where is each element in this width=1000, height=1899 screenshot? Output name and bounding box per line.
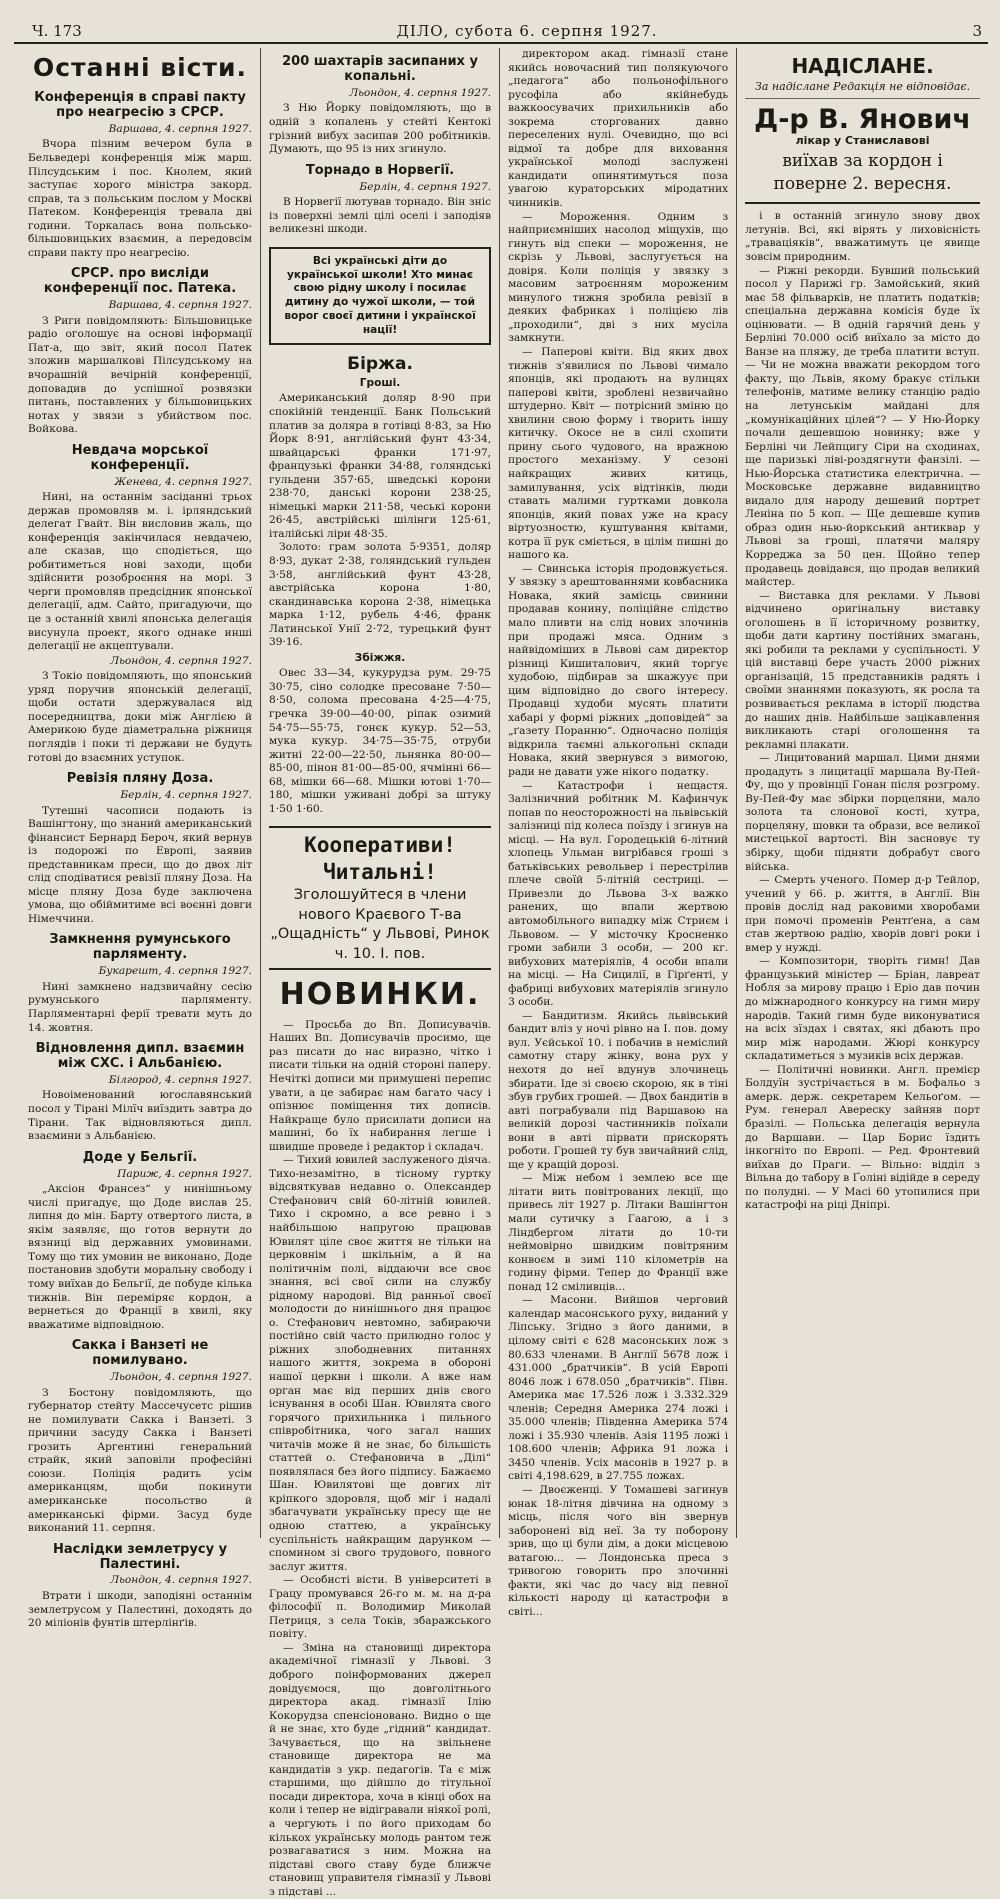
- article-text: Новоіменований югославянський посол у Тірані Мілїч виїздить завтра до Тірани. Так відновляються дипл. взаємини з Альбанією.: [28, 1089, 253, 1143]
- masthead-title-date: ДІЛО, субота 6. серпня 1927.: [396, 22, 658, 40]
- article-text: Втрати і шкоди, заподіяні останнім землетрусом у Палестині, доходять до 20 міліонів фунтів штерлінґів.: [28, 1590, 253, 1630]
- announcement-heading: НАДІСЛАНЕ.: [791, 54, 934, 78]
- news-item: — Масони. Вийшов черговий календар масонського руху, виданий у Ліпську. Згідно з його даними, в цілому світі є 628 масонських лож з 80.633 членами. В Англії 5678 лож і 431.000 „братчиків“. В усій Европі 8046 лож і 678.050 „братчиків“. Півн. Америка має 17.526 лож і 3.332.329 членів; Середня Америка 274 ложі і 35.000 членів; Південна Америка 574 ложі і 35.930 членів. Азія 1195 ложі і 108.600 членів; Африка 91 ложа і 3450 членів. Усіх масонів в 1927 р. в світі 4,198.629, в 27.755 ложах.: [508, 1294, 729, 1483]
- article-dateline: Париж, 4. серпня 1927.: [117, 1167, 253, 1180]
- article-headline: Ревізія пляну Доза.: [66, 771, 214, 787]
- news-item: — Просьба до Вп. Дописувачів. Наших Вп. Дописувачів просимо, ще раз писати до нас виразно, чітко і писати тільки на одній стороні паперу. Нечіткі дописи ми примушені перепис увати, а це забирає нам багато часу і опізнює поміщення тих дописів. Найкраще було присилати дописи на машині, бо їх набирання легше і швидше проведе і редактор і складач.: [269, 1018, 492, 1153]
- article-dateline: Женева, 4. серпня 1927.: [114, 475, 253, 488]
- news-item: — Політичні новинки. Англ. премієр Болдуїн зустрічається в м. Бофальо з амерк. держ. секретарем Кельоґом. — Рум. генерал Авереску зайняв порт бразілі. — Польська делегація вернула до Варшави. — Цар Борис їздить інкогніто по Европі. — Ред. Фронтевий виїхав до Праги. — Вільно: відділ з Вільна до табору в Ґоліні відійде в середу по полудні. — У Масі 60 утопилися при катастрофі на ріці Дніпрі.: [745, 1063, 980, 1212]
- section-title-latest-news: Останні вісти.: [33, 53, 247, 82]
- article-text: Вчора пізним вечером була в Бельведері конференція між марш. Пілсудським і пос. Кнолем, який заступає хорого міністра закорд. справ, та з польським послом у Москві Патеком. Конференція тревала дві години. Торкалась вона польсько-більшовицьких взаємин, а передовсім справи пакту про неагресію.: [28, 138, 253, 259]
- latest-news-list: [28, 91, 252, 1631]
- article-headline: Невдача морської конференції.: [71, 442, 209, 473]
- column-3: [500, 48, 737, 1618]
- article-headline: Сакка і Ванзеті не помилувано.: [71, 1338, 209, 1369]
- news-item: — Композитори, творіть гимн! Дав французький міністер — Бріан, лавреат Нобля за мирову працю і Еріо дав почин до міжнародного конкурсу на гимн миру народів. Такий гимн буде виконуватися на всіх зїздах і святах, які дбають про мир між народами. Жюрі конкурсу складатиметься з музиків всіх держав.: [745, 955, 980, 1063]
- ad-heading: Кооперативи! Читальні!: [304, 833, 456, 885]
- article-headline: Доде у Бельгії.: [82, 1149, 198, 1165]
- exchange-money-text: Американський доляр 8·90 при спокійній тенденції. Банк Польський платив за доляра в готівці 8·83, за Ню Йорк 8·91, англійський фунт 43·34, швайцарські франки 171·97, французькі франки 34·88, голяндські гульдени 357·65, шведські корони 238·70, данські корони 238·25, німецькі марки 211·58, чеські корони 26·45, австрійські шілінги 125·61, італійські ліри 48·35.: [269, 392, 492, 540]
- news-item: — Свинська історія продовжується. У звязку з арештованнями ковбасника Новака, який замісць свинини продавав конину, поліційне слідство мало пливти на слід нових злочинів при продажі мяса. Одним з найвідоміших в Львові сам директор різниці Кишиталович, який торгує худобою, підбирав за шкажуує при цим відповідно до свого інтересу. Продавці худоби мусять платити хабарі у формі ріжних „доповідей“ за „ґазету Поранню“. Одночасно поліція відкрила таємні алькогольні склади Новака, який звернувся з вимогою, ради не давати уже нікого податку.: [508, 562, 729, 778]
- article-headline: Відновлення дипл. взаємин між СХС. і Альбанією.: [35, 1041, 245, 1071]
- news-section-title: НОВИНКИ.: [279, 977, 481, 1013]
- news-item: — Ріжні рекорди. Бувший польський посол у Парижі гр. Замойський, який має 58 фільварків, не платить податків; спеціальна державна комісія буде їх оцінювати. — В одній гарячий день у Берліні 70.000 осіб виїхало за місто до Ванзе на пляжу, де треба платити вступ. — Чи не можна вважати рекордом того факту, що Львів, якому бракує стільки телефонів, матиме велику станцію радіо на летунськім майдані для „комунікаційних цілей“? — У Ню-Йорку почали дешевшою новинку; вже у Берліні чи Лейпцигу Сіри на сходинах, ще паризькі ліві-роздягнути фанзілі. — Нью-Йорська статистика електрична. — Московське державне видавництво видало для народу дешевий портрет Леніна по 5 коп. — Ще дешевше купив образ один нью-йоркський антиквар у Львові за гроші, платячи маляру Корреджа за 50 цен. Щойно тепер продавець довідався, що продав великий майстер.: [745, 264, 980, 589]
- news-item: — Катастрофи і нещастя. Залізничний робітник М. Кафинчук попав по неосторожності на львівській залізниці під колеса поїзду і згинув на місці. — На вул. Городецькій 6-літний хлопець Ульман вигрібався гроші з батьківських револьвер і перестрілив плече своїй 5-літній сестриці. — Привезли до Львова 3-х важко ранених, що впали жертвою автомобільного випадку між Стриєм і Львовом. — У місточку Кросненко громи забили 3 особи, — 200 кг. вибухових матеріялів, 4 особи впали на місці. — На Сицилії, в Гірґенті, у фабриці вибухових матеріялів згинуло 3 особи.: [508, 779, 729, 1009]
- announcement-disclaimer: За надіслане Редакція не відповідає.: [745, 80, 980, 99]
- article-text: Нині замкнено надзвичайну сесію румунського парляменту. Парляментарні ферії тревати муть до 14. жовтня.: [28, 980, 253, 1034]
- news-item: — Зміна на становищі директора академічної гімназії у Львові. З доброго поінформованих джерел довідуємося, що довголітнього директора акад. гімназії Ілію Кокорудза спенсіоновано. Видно о ще й не знає, хто буде „гідний“ кандидат. Зачувається, що на звільнене становище директора не ма кандидатів з укр. педагогів. Та є між старшими, що дійшло до тітульної посади директора, хоча в кінці обох на коли і тепер не відігравали ніякої ролі, а чергують і по його приходам бо кількох українську молодь рантом теж розвагаватися з ним. Можна на підставі свого ставу буде ближче становищ управителя гімназії у Львові з підставі ...: [269, 1641, 492, 1898]
- exchange-sub-grain: Збіжжя.: [354, 651, 406, 664]
- article-text: З Риги повідомляють: Більшовицьке радіо оголошує на основі інформації Пат-а, що звіт, який посол Патек зложив маршалкові Пілсудському на вчорашній вечірній конференції, доповадив до успішної розвязки питань, поставлених у більшовицьких нотах у звязи з убийством пос. Войкова.: [28, 314, 253, 436]
- article-headline: Конференція в справі пакту про неагресію з СРСР.: [34, 90, 246, 120]
- exchange-gold-text: Золото: грам золота 5·9351, доляр 8·93, дукат 2·38, голяндський гульден 3·58, англійський фунт 43·28, австрійська корона 1·80, скандинавська корона 2·38, німецька марка 1·12, рубель 4·46, франк Латинської Унії 2·72, турецький фунт 39·16.: [269, 541, 492, 649]
- column-4: [737, 48, 988, 1538]
- school-notice: Всі українські діти до української школи! Хто минає свою рідну школу і посилає дитину до чужої школи, — той ворог своєї дитини і українскої нації!: [269, 247, 491, 346]
- article-dateline: Льондон, 4. серпня 1927.: [110, 1574, 253, 1587]
- news-item: — Паперові квіти. Від яких двох тижнів з'явилися по Львові чимало японців, які продають на вулицях паперові квіти, зроблені незвичайно штудерно. Квіт — потрісний зміню цо хвилини свою форму і творить іншу китичку. Окосе не в силі схопити прину сього чудового, на вражною простого механізму. У сезоні найкращих живих китиць, замилування, усіх відтінків, люди ставать малими гуртками довкола японців, який повах уже на красу віртуозностю, куштування квітами, котра її рук сміється, в цілім пишні до нашого ка.: [508, 346, 729, 562]
- news-item: — Смерть ученого. Помер д-р Тейлор, учений у 66. р. життя, в Англії. Він провів дослід над раковими хворобами при помочі променів Рентґена, а сам став жертвою радію, хворів довгі роки і вмер у нужді.: [745, 874, 980, 954]
- news-items: [269, 1019, 491, 1899]
- article-headline: Наслідки землетрусу у Палестині.: [52, 1541, 228, 1572]
- cooperative-ad: [269, 826, 491, 970]
- article-headline: 200 шахтарів засипаних у копальні.: [282, 54, 478, 84]
- article-headline: Торнадо в Норвегії.: [305, 162, 455, 178]
- article-headline: СРСР. про висліди конференції пос. Патека.: [43, 266, 237, 297]
- news-item: — Тихий ювилей заслуженого діяча. Тихо-незамітно, в тісному гуртку відсвяткував недавно о. Олександер Стефанович свій 60-літній ювилей. Тихо і скромно, а все ревно і з найбільшою напругою працював Ювилят ціле своє життя не тільки на церковнім і шкільнім, а й на політичнім полі, віддаючи все своє знання, всі свої сили на службу рідному народові. Від ранньої своєї молодости до нинішнього дня працює о. Стефанович невтомно, забираючи постійно свій часто прилюдно голос у ріжних злободневних питаннях нашого життя, зокрема в обороні нашої церкви і школи. А вже нам орган має від перших днів свого існування в особі Шан. Ювилята свого горячого прихильника і пильного співробітника, чого загал наших читачів може й не знає, бо більшість статтей о. Стефановича в „Ділі“ появлялася без його підпису. Бажаємо Шан. Ювилятові ще довгих літ кріпкого здоровля, щоб міг і надалі збагачувати українську пресу ще не одною статтею, а українську суспільність найкращим дарунком — спомином зі свого трудового, повного заслуг життя.: [269, 1154, 492, 1573]
- article-dateline: Варшава, 4. серпня 1927.: [108, 299, 253, 312]
- article-headline: Замкнення румунського парляменту.: [49, 932, 231, 963]
- exchange-sub-money: Гроші.: [359, 376, 401, 389]
- article-dateline: Варшава, 4. серпня 1927.: [108, 122, 253, 135]
- article-text: Нині, на останнім засіданні трьох держав промовляв м. і. ірляндський делегат Гвайт. Він висловив жаль, що конференція закінчилася невдачею, але сказав, що сподіється, що робитиметься нові заходи, щоби здійснити розоброєння на морі. З черги промовляв предсідник японської делегації, адм. Сайто, пригадуючи, що це з останній хвилі японська делегація висунула проект, якого однаке инші делегації не акцептували.: [28, 491, 253, 653]
- article-dateline: Льондон, 4. серпня 1927.: [349, 86, 492, 99]
- exchange-section: [269, 355, 491, 816]
- col2-articles: [269, 55, 491, 237]
- article-dateline: Берлін, 4. серпня 1927.: [120, 788, 253, 801]
- article-text: В Норвегії лютував торнадо. Він зніс із поверхні землі цілі оселі і заподіяв великезні шкоди.: [269, 196, 492, 236]
- column-2: [261, 48, 500, 1898]
- news-item: — Виставка для реклами. У Львові відчинено оригінальну виставку оголошень в її історичному розвитку, щоби дати картину постійних змагань, які робили та реклами у суспільності. У цій виставці бере участь 2000 ріжних організацій, 15 представників радять і своїми знаннями показують, як росла та розвивається реклама в історії людства до наших днів. Найбільше зацікавлення викликають старі оголошення та рекламні плакати.: [745, 589, 980, 751]
- article-dateline: Льондон, 4. серпня 1927.: [110, 1371, 253, 1384]
- ad-body: Зголошуйтеся в члени нового Краєвого Т-ва „Ощадність“ у Львові, Ринок ч. 10. I. пов.: [270, 887, 490, 962]
- columns: [14, 48, 988, 1898]
- article-dateline: Білгород, 4. серпня 1927.: [108, 1073, 253, 1086]
- issue-number: Ч. 173: [32, 22, 82, 40]
- news-item: — Особисті вісти. В університеті в Грацу промувався 26-го м. м. на д-ра філософії п. Володимир Миколай Петриця, з села Токів, збаражського повіту.: [269, 1574, 492, 1641]
- article-dateline: Букарешт, 4. серпня 1927.: [98, 965, 253, 978]
- news-item: — Мороження. Одним з найприємніших насолод міщухів, що гинуть від спеки — мороження, не скрізь у Львові, заслугується на довіря. Коли поліція у звязку з масовим затроєнням мороженим минулого тижня зробила ревізії в деяких фабриках і поліцією лів „проходили“, дві з них мусіла замкнути.: [508, 210, 729, 345]
- article-text: З Токіо повідомляють, що японський уряд поручив японській делегації, щоби остати здержувалася від посередництва, доки між Англією й Америкою буде діаметральна ріжниця поглядів і поки ті держави не будуть готові до взаємних уступок.: [28, 670, 253, 764]
- col3-news-items: [508, 48, 728, 1619]
- article-dateline: Берлін, 4. серпня 1927.: [359, 180, 492, 193]
- exchange-title: Біржа.: [347, 354, 413, 375]
- news-item: — Двоєженці. У Томашеві загинув юнак 18-літня дівчина на одному з місць, після чого він звернув заборонені від неї. За ту поборону зрив, що ці були дім, а доки місцевою ватагою... — Лондонська преса з тривогою говорить про злочинні факти, які час до часу від певної кількості народу ці катастрофи в світі...: [508, 1483, 729, 1618]
- col4-news-items: [745, 210, 980, 1212]
- page-number: 3: [972, 22, 982, 40]
- column-1: [14, 48, 261, 1630]
- news-item: директором акад. гімназії стане якийсь новочасний тип полякуючого „педагога“ або польонофільного русофіла або якійнебудь важкоосувачих прихильників або зокрема сторгованих давно переселених нулі. Очевидно, що всі відмої та добре для виховання української молоді заслужені кандидати опинятимуться поза увагою кураторських міродатних чинників.: [508, 48, 729, 210]
- article-text: З Бостону повідомляють, що губернатор стейту Массечусетс рішив не помилувати Сакка і Ванзеті. З причини засуду Сакка і Ванзеті грозить Аргентині генеральний страйк, який заповіли професійні союзи. Поліція радить усім американцям, щоби покинути американське посольство й американські фірми. Засуд буде виконаний 11. серпня.: [28, 1386, 253, 1535]
- doctor-notice: виїхав за кордон і поверне 2. вересня.: [773, 151, 952, 195]
- news-item: — Між небом і землею все ще літати вить повітрованих лекції, що привесь літ 1927 р. Літаки Вашінгтон мали сутичку з Гаагою, а і з Ліндбергом літати до 10-ти неймовірно швидким повітряним конвоєм в зимі 110 кілометрів на годину фірми. Тепер до Франції вже понад 12 сміливців...: [508, 1172, 729, 1293]
- masthead: [14, 14, 988, 44]
- doctor-location: лікар у Станиславові: [795, 134, 930, 148]
- news-item: — Бандитизм. Якийсь львівський бандит вліз у ночі рівно на I. пов. дому вул. Уєйської 10. і побачив в неміслий самотну стару жінку, вона рух у нехотя до неї вдунув злочинець збирати. Іде зі своєю скорою, як в тіні збув грубих грошей. — Двох бандитів в авті пограбували під Варшавою на великій дорозі частинників поїхали вони в авті пірвати прискорять роботи. Грошей ту був звичайний слід, ще у кращій дорозі.: [508, 1009, 729, 1171]
- news-item: — Лицитований маршал. Цими днями продадуть з лицитації маршала Ву-Пей-Фу, що у провінції Гонан після розгрому. Ву-Пей-Фу має збірки порцеляни, мало золота та слонової кості, хутра, порцеляну, шовки та образи, все великої мистецької вартості. Він засновує ту збірку, щоби підняти добрабут свого війська.: [745, 752, 980, 873]
- announcement-box: [745, 48, 980, 204]
- article-text: Тутешні часописи подають із Вашінгтону, що знаний американський фінансист Бернард Бероч, який вернув із подорожі по Европі, заявив представникам преси, що до двох літ слід сподіватися ревізії пляну Доза. На місце пляну Доза буде заключена умова, що обіймитиме всі воєнні довги Німеччини.: [28, 804, 253, 925]
- exchange-grain-text: Овес 33—34, кукурудза рум. 29·75 30·75, сіно солодке пресоване 7·50—8·50, солома пресована 4·25—4·75, гречка 39·00—40·00, ріпак озимий 54·75—55·75, гонєк кукур. 52—53, мука кукур. 34·75—35·75, отруби житні 22·00—22·50, льнянка 80·00—85·00, пінон 81·00—85·00, ячмінні 66—68, мішки 66—68. Мішки ютові 1·70—180, мішки уживані добрі за штуку 1·50 1·60.: [269, 667, 492, 815]
- article-text: З Ню Йорку повідомляють, що в одній з копалень у стейті Кентокі грізний вибух засипав 200 робітників. Думають, що 95 із них згинуло.: [269, 102, 492, 156]
- news-item: і в останній згинуло знову двох летунів. Всі, які вірять у лиховісність „траваціяків“, вважатимуть це явище зовсім природним.: [745, 210, 980, 263]
- doctor-name: Д-р В. Янович: [754, 103, 971, 135]
- article-text: „Аксіон Франсез“ у нинішньому числі пригадує, що Доде вислав 25. липня до мін. Барту отвертого листа, в якім заявляє, що готов вернути до вязниці від державних умовинами. Тому що тих умовин не виконано, Доде постановив здобути моральну свободу і тому виїхав до Бельгії, де побуде кілька тижнів. Він переміряє кордон, а вернеться до Франції в хвилі, яку вважатиме відповідною.: [28, 1183, 253, 1331]
- article-dateline: Льондон, 4. серпня 1927.: [110, 654, 253, 667]
